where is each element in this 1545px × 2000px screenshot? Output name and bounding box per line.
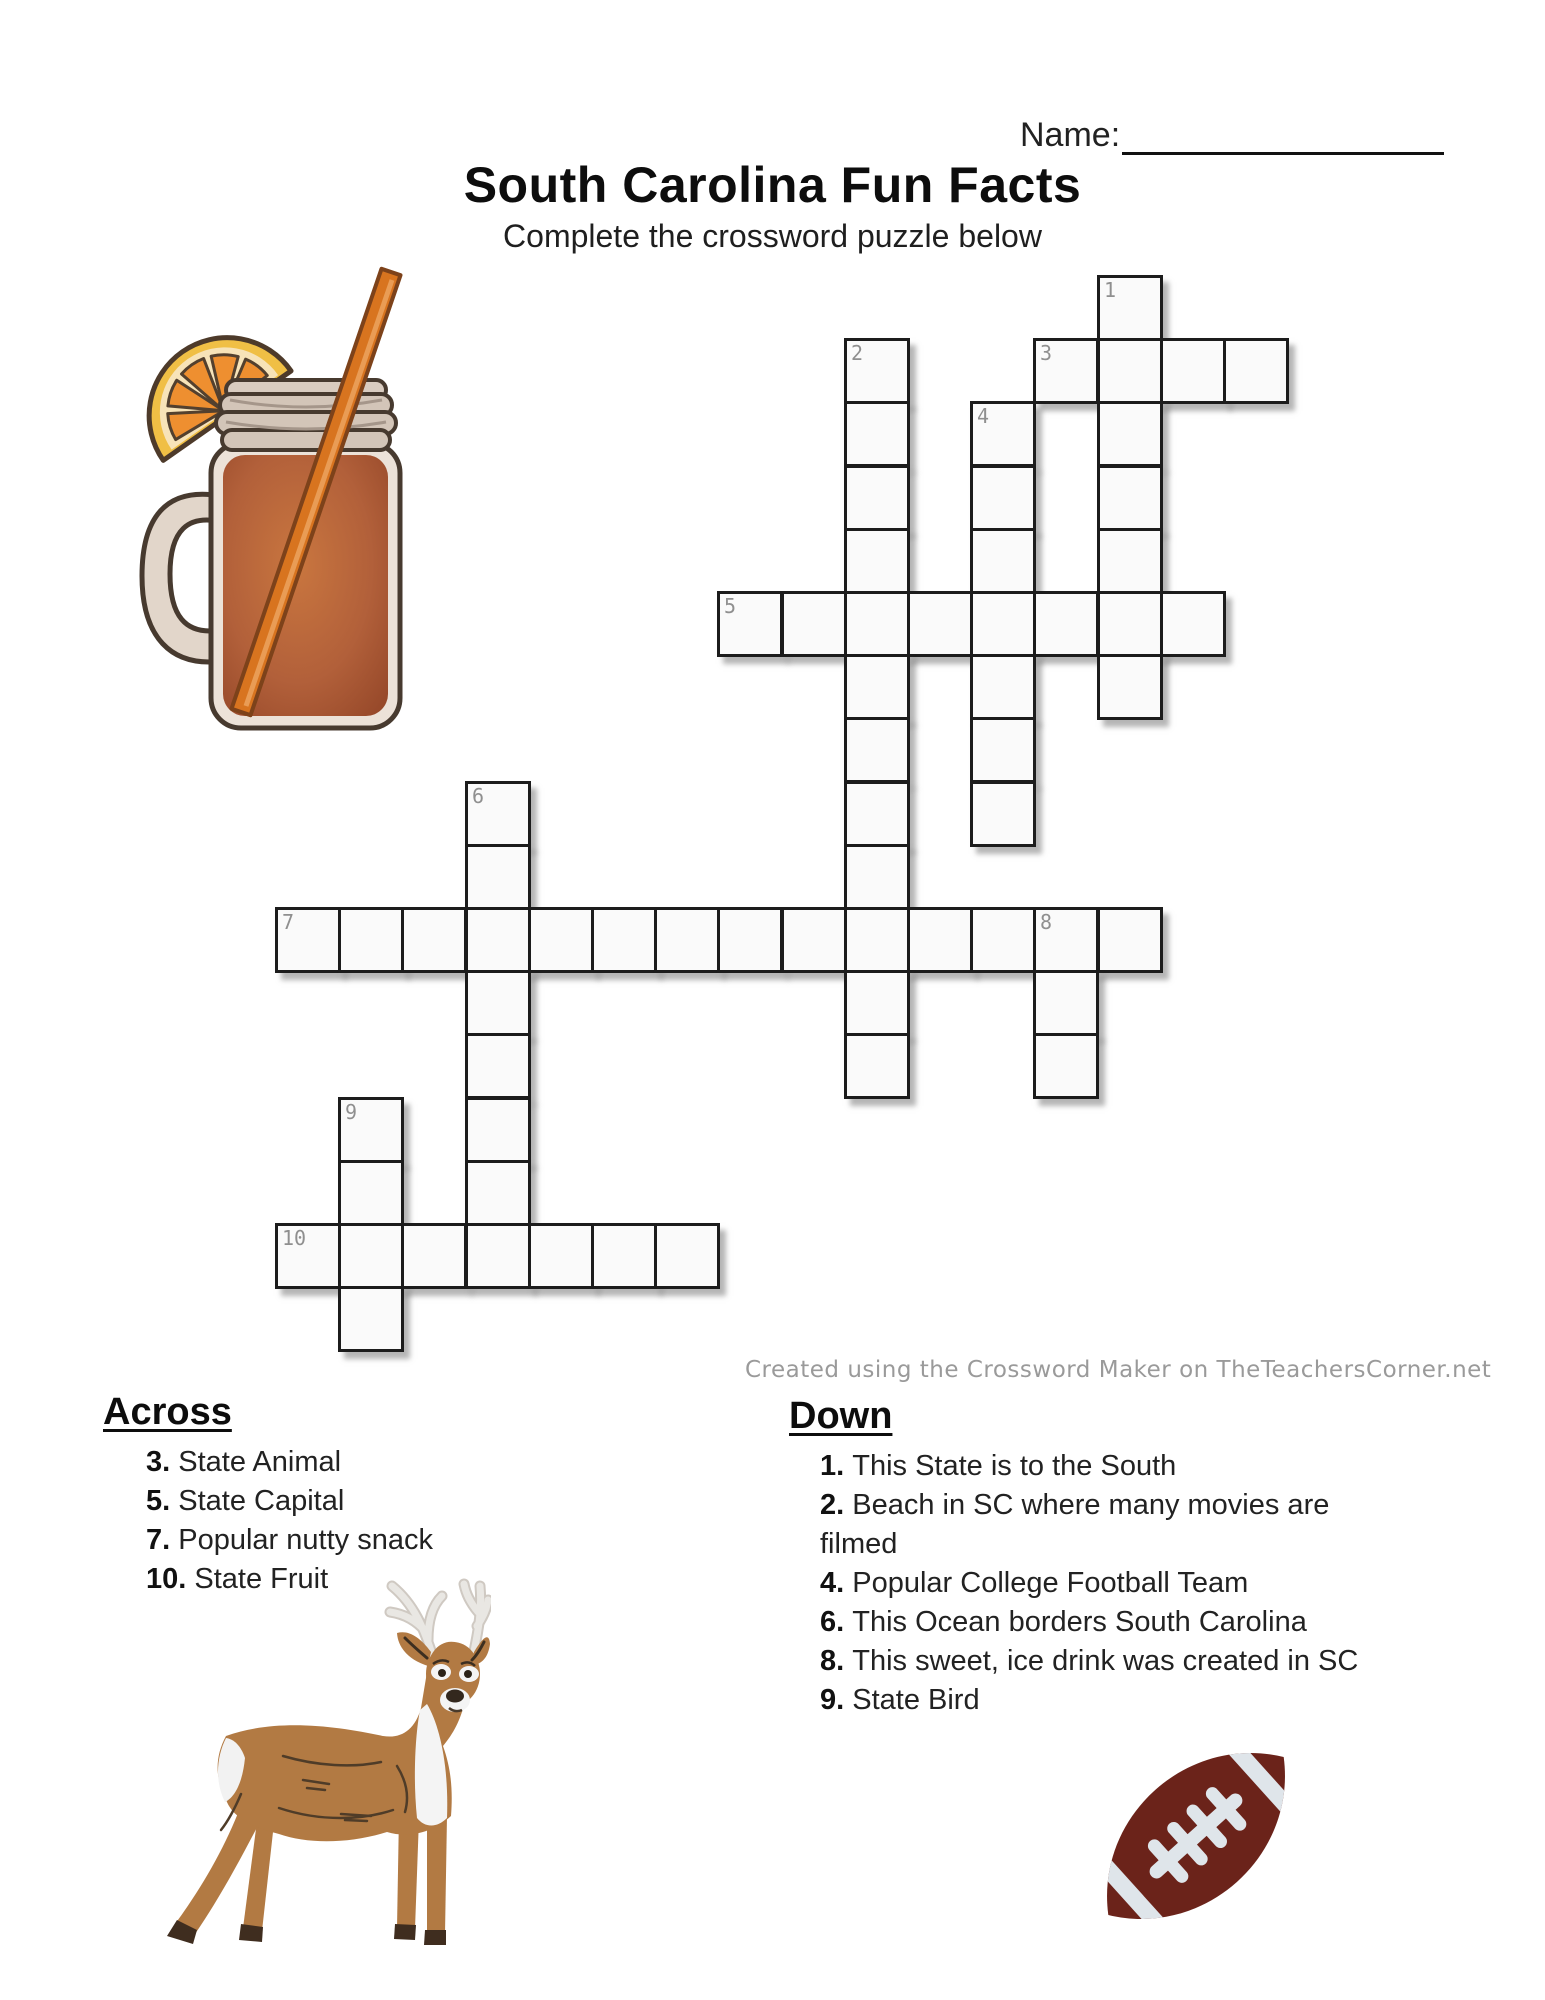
across-heading: Across [103,1391,232,1433]
name-fill-line[interactable] [1122,116,1444,155]
cell-number: 1 [1104,278,1117,302]
clue-item: 7. Popular nutty snack [146,1524,433,1556]
crossword-cell[interactable] [717,591,783,657]
crossword-cell[interactable] [844,401,910,467]
crossword-cell[interactable] [970,654,1036,720]
cell-number: 8 [1040,910,1053,934]
crossword-cell[interactable] [844,654,910,720]
crossword-cell[interactable] [1033,907,1099,973]
crossword-cell[interactable] [844,717,910,783]
page-subtitle: Complete the crossword puzzle below [503,218,1042,254]
crossword-cell[interactable] [1033,338,1099,404]
clue-item: 10. State Fruit [146,1563,329,1595]
crossword-cell[interactable] [970,907,1036,973]
crossword-cell[interactable] [970,717,1036,783]
crossword-cell[interactable] [844,528,910,594]
cell-number: 2 [851,341,864,365]
crossword-cell[interactable] [465,1033,531,1099]
crossword-cell[interactable] [654,1223,720,1289]
crossword-cell[interactable] [1033,591,1099,657]
crossword-cell[interactable] [401,1223,467,1289]
clue-item: 4. Popular College Football Team [820,1567,1249,1599]
crossword-cell[interactable] [1097,338,1163,404]
crossword-cell[interactable] [401,907,467,973]
crossword-cell[interactable] [844,591,910,657]
crossword-cell[interactable] [1097,401,1163,467]
crossword-cell[interactable] [844,781,910,847]
down-section [789,1395,1449,1720]
crossword-cell[interactable] [844,1033,910,1099]
crossword-cell[interactable] [1097,907,1163,973]
cell-number: 3 [1040,341,1053,365]
credit-line: Created using the Crossword Maker on TheTeachersCorner.net [745,1357,1492,1383]
crossword-cell[interactable] [844,465,910,531]
crossword-cell[interactable] [1033,970,1099,1036]
name-label: Name: [1020,116,1121,154]
crossword-cell[interactable] [844,970,910,1036]
crossword-cell[interactable] [528,907,594,973]
crossword-cell[interactable] [1097,465,1163,531]
crossword-cell[interactable] [907,907,973,973]
cell-number: 10 [282,1226,307,1250]
crossword-cell[interactable] [465,844,531,910]
crossword-cell[interactable] [338,1286,404,1352]
crossword-cell[interactable] [781,591,847,657]
crossword-cell[interactable] [465,1160,531,1226]
crossword-cell[interactable] [1033,1033,1099,1099]
crossword-cell[interactable] [844,907,910,973]
cell-number: 9 [345,1100,358,1124]
crossword-cell[interactable] [1097,591,1163,657]
crossword-cell[interactable] [1097,528,1163,594]
clue-item: 3. State Animal [146,1446,342,1478]
cell-number: 6 [472,784,485,808]
crossword-cell[interactable] [465,907,531,973]
crossword-cell[interactable] [591,907,657,973]
clue-item: 6. This Ocean borders South Carolina [820,1606,1307,1638]
crossword-cell[interactable] [1097,654,1163,720]
crossword-cell[interactable] [338,907,404,973]
crossword-cell[interactable] [654,907,720,973]
crossword-cell[interactable] [465,1223,531,1289]
crossword-cell[interactable] [717,907,783,973]
crossword-cell[interactable] [275,1223,341,1289]
crossword-cell[interactable] [781,907,847,973]
crossword-cell[interactable] [1223,338,1289,404]
crossword-cell[interactable] [970,528,1036,594]
white-tailed-deer-illustration [131,1568,491,1960]
crossword-cell[interactable] [1160,338,1226,404]
crossword-cell[interactable] [1160,591,1226,657]
clue-item: 1. This State is to the South [820,1450,1177,1482]
football-illustration [1072,1700,1322,1960]
crossword-cell[interactable] [338,1097,404,1163]
cell-number: 5 [724,594,737,618]
cell-number: 4 [977,404,990,428]
crossword-cell[interactable] [528,1223,594,1289]
crossword-cell[interactable] [844,844,910,910]
cell-number: 7 [282,910,295,934]
sweet-tea-mason-jar-illustration [126,264,436,734]
crossword-cell[interactable] [338,1223,404,1289]
crossword-cell[interactable] [275,907,341,973]
down-clue-list [820,1447,1460,1720]
page-title: South Carolina Fun Facts [463,157,1082,213]
crossword-cell[interactable] [465,1097,531,1163]
crossword-cell[interactable] [970,401,1036,467]
name-row [1020,116,1444,155]
clue-item: 5. State Capital [146,1485,345,1517]
clue-item: 2. Beach in SC where many movies are filmed [820,1489,1330,1560]
crossword-cell[interactable] [970,591,1036,657]
crossword-cell[interactable] [465,970,531,1036]
clue-item: 9. State Bird [820,1684,980,1716]
crossword-cell[interactable] [591,1223,657,1289]
crossword-cell[interactable] [970,781,1036,847]
crossword-cell[interactable] [1097,275,1163,341]
clue-item: 8. This sweet, ice drink was created in SC [820,1645,1359,1677]
crossword-cell[interactable] [907,591,973,657]
crossword-cell[interactable] [338,1160,404,1226]
crossword-cell[interactable] [465,781,531,847]
crossword-cell[interactable] [844,338,910,404]
crossword-cell[interactable] [970,465,1036,531]
down-heading: Down [789,1395,893,1437]
